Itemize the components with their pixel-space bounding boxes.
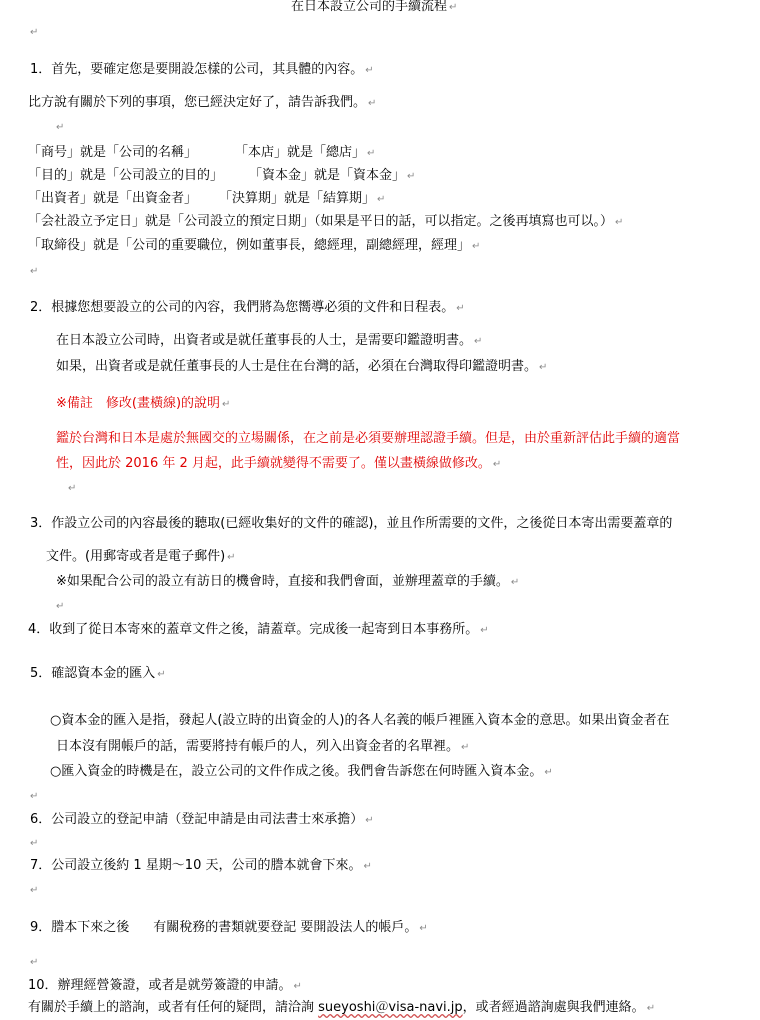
page-title (291, 0, 457, 16)
text-run: 1．首先，要確定您是要開設怎樣的公司，其具體的內容。 (30, 62, 364, 77)
step-1-heading (30, 62, 374, 79)
step-5-bullet-cont (56, 739, 469, 756)
step-5-heading (30, 666, 166, 683)
step-2-line (56, 333, 482, 350)
paragraph-mark-icon: ↵ (222, 399, 231, 410)
step-5-bullet (50, 713, 670, 729)
paragraph-mark-icon: ↵ (461, 742, 470, 753)
text-run: 3．作設立公司的內容最後的聽取(已經收集好的文件的確認)，並且作所需要的文件，之後從日本寄出需要蓋章的 (30, 516, 673, 531)
paragraph-mark-icon: ↵ (30, 266, 39, 277)
text-run: 日本沒有開帳戶的話，需要將持有帳戶的人，列入出資金者的名單裡。 (56, 739, 460, 754)
step-3-note (56, 574, 519, 591)
text-run: 比方說有關於下列的事項，您已經決定好了，請告訴我們。 (28, 95, 367, 110)
text-run: 6．公司設立的登記申請（登記申請是由司法書士來承擔） (30, 812, 364, 827)
text-run: 5．確認資本金的匯入 (30, 666, 156, 681)
paragraph-mark-icon: ↵ (544, 767, 553, 778)
text-run: 有關稅務的書類就要登記 要開設法人的帳戶。 (153, 920, 418, 935)
paragraph-mark-icon: ↵ (480, 625, 489, 636)
term-line (28, 145, 375, 162)
text-run: ※如果配合公司的設立有訪日的機會時，直接和我們會面，並辦理蓋章的手續。 (56, 574, 509, 589)
text-run: 在日本設立公司時，出資者或是就任董事長的人士，是需要印鑑證明書。 (56, 333, 473, 348)
term-line (28, 214, 623, 231)
text-run: 「決算期」就是「結算期」 (219, 191, 376, 206)
text-run: 鑑於台灣和日本是處於無國交的立場關係，在之前是必須要辦理認證手續。但是，由於重新評估此手續的適當 (56, 431, 681, 446)
step-9-heading (30, 920, 428, 937)
step-2-heading (30, 300, 465, 317)
text-run: 如果，出資者或是就任董事長的人士是住在台灣的話，必須在台灣取得印鑑證明書。 (56, 359, 538, 374)
term-line (28, 168, 415, 185)
paragraph-mark-icon: ↵ (492, 459, 502, 470)
paragraph-mark-icon: ↵ (56, 601, 65, 612)
step-1-intro (28, 95, 376, 112)
paragraph-mark-icon: ↵ (30, 885, 39, 896)
text-run: 10．辦理經營簽證，或者是就勞簽證的申請。 (28, 978, 292, 993)
text-run: 「会社設立予定日」就是「公司設立的預定日期」（如果是平日的話，可以指定。之後再填寫也可以。） (28, 214, 614, 229)
text-run: ○資本金的匯入是指，發起人(設立時的出資金的人)的各人名義的帳戶裡匯入資本金的意思。如果出資金者在 (50, 713, 670, 728)
text-run: 7．公司設立後約 1 星期～10 天，公司的謄本就會下來。 (30, 858, 362, 873)
text-run: ，或者經過諮詢處與我們連絡。 (462, 1000, 645, 1015)
paragraph-mark-icon: ↵ (449, 2, 458, 13)
text-run: 文件。(用郵寄或者是電子郵件) (46, 549, 226, 564)
paragraph-mark-icon: ↵ (56, 122, 65, 133)
paragraph-mark-icon: ↵ (365, 65, 374, 76)
text-run: 9．謄本下來之後 (30, 920, 130, 935)
text-run: 性，因此於 2016 年 2 月起，此手續就變得不需要了。僅以畫橫線做修改。 (56, 456, 491, 471)
text-run: 「取締役」就是「公司的重要職位，例如董事長，總經理，副總經理，經理」 (28, 238, 471, 253)
email-link[interactable]: sueyoshi＠visa-navi.jp (318, 1000, 463, 1015)
step-6-heading (30, 812, 374, 829)
paragraph-mark-icon: ↵ (474, 336, 483, 347)
step-10-heading (28, 978, 302, 995)
paragraph-mark-icon: ↵ (30, 791, 39, 802)
paragraph-mark-icon: ↵ (472, 241, 481, 252)
text-run: 「商号」就是「公司的名稱」 (28, 145, 198, 160)
paragraph-mark-icon: ↵ (157, 669, 166, 680)
text-run: 「本店」就是「總店」 (235, 145, 366, 160)
paragraph-mark-icon: ↵ (368, 98, 377, 109)
revision-note-text (56, 456, 501, 473)
paragraph-mark-icon: ↵ (407, 171, 416, 182)
step-3-heading (30, 516, 672, 532)
paragraph-mark-icon: ↵ (293, 981, 302, 992)
paragraph-mark-icon: ↵ (365, 815, 374, 826)
revision-note-text (56, 431, 680, 447)
paragraph-mark-icon: ↵ (539, 362, 548, 373)
text-run: 有關於手續上的諮詢，或者有任何的疑問，請洽詢 (28, 1000, 319, 1015)
paragraph-mark-icon: ↵ (30, 957, 39, 968)
paragraph-mark-icon: ↵ (363, 861, 372, 872)
text-run: ○匯入資金的時機是在，設立公司的文件作成之後。我們會告訴您在何時匯入資本金。 (50, 764, 543, 779)
text-run: 「出資者」就是「出資金者」 (28, 191, 198, 206)
term-line (28, 238, 480, 255)
paragraph-mark-icon: ↵ (30, 27, 39, 38)
step-4-heading (28, 622, 489, 639)
step-3-heading-cont (46, 549, 236, 566)
paragraph-mark-icon: ↵ (30, 838, 39, 849)
text-run: 在日本設立公司的手續流程 (291, 0, 448, 14)
text-run: 「目的」就是「公司設立的目的」 (28, 168, 224, 183)
text-run: 2．根據您想要設立的公司的內容，我們將為您嚮導必須的文件和日程表。 (30, 300, 455, 315)
paragraph-mark-icon: ↵ (456, 303, 465, 314)
term-line (28, 191, 385, 208)
paragraph-mark-icon: ↵ (419, 923, 428, 934)
paragraph-mark-icon: ↵ (227, 552, 236, 563)
paragraph-mark-icon: ↵ (377, 194, 386, 205)
paragraph-mark-icon: ↵ (367, 148, 376, 159)
step-5-bullet (50, 764, 553, 781)
paragraph-mark-icon: ↵ (68, 483, 77, 494)
revision-note-title (56, 396, 230, 413)
paragraph-mark-icon: ↵ (615, 217, 624, 228)
step-7-heading (30, 858, 372, 875)
text-run: 「資本金」就是「資本金」 (249, 168, 406, 183)
contact-line (28, 1000, 655, 1017)
text-run: 4．收到了從日本寄來的蓋章文件之後，請蓋章。完成後一起寄到日本事務所。 (28, 622, 479, 637)
paragraph-mark-icon: ↵ (646, 1003, 656, 1014)
step-2-line (56, 359, 547, 376)
paragraph-mark-icon: ↵ (510, 577, 520, 588)
text-run: ※備註 修改(畫橫線)的說明 (56, 396, 221, 411)
